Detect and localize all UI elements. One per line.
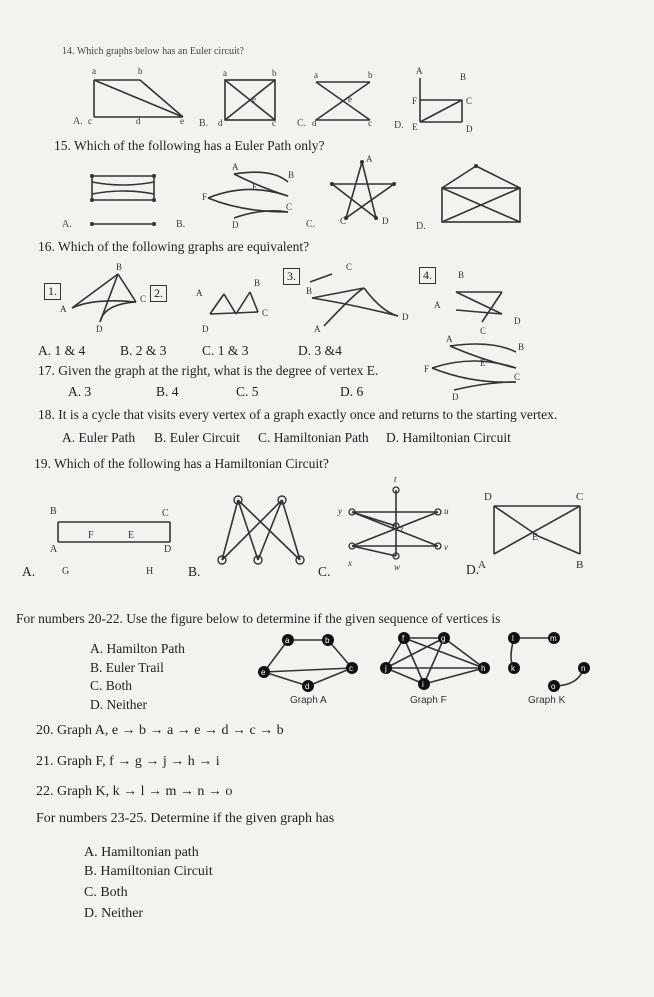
svg-text:A: A: [232, 162, 239, 172]
svg-text:e: e: [261, 668, 266, 677]
graph-a-caption: Graph A: [290, 695, 327, 706]
svg-text:a: a: [92, 66, 96, 76]
svg-text:e: e: [348, 94, 352, 104]
svg-text:B: B: [518, 342, 525, 352]
q14-option-b: B.: [199, 118, 209, 129]
svg-text:B: B: [288, 170, 295, 180]
svg-text:f: f: [402, 634, 405, 643]
svg-text:A: A: [478, 559, 486, 571]
svg-text:C: C: [466, 96, 473, 106]
q16-graph-number-4: 4.: [419, 267, 436, 284]
svg-text:B: B: [50, 506, 57, 517]
q16-choice-d: D. 3 &4: [298, 343, 342, 358]
q15-option-a: A.: [62, 219, 72, 230]
svg-text:D: D: [202, 324, 209, 334]
svg-text:m: m: [550, 634, 557, 643]
svg-text:C: C: [140, 294, 147, 304]
q15-graph-d: [432, 162, 532, 228]
svg-text:C: C: [162, 508, 169, 519]
q14-question: 14. Which graphs below has an Euler circuit?: [62, 46, 244, 57]
svg-text:v: v: [444, 542, 448, 552]
svg-text:A: A: [416, 66, 423, 76]
svg-text:C: C: [286, 202, 293, 212]
svg-text:D: D: [232, 220, 239, 230]
svg-text:x: x: [348, 558, 352, 568]
svg-text:i: i: [422, 680, 424, 689]
q20-22-choice-c: C. Both: [90, 678, 133, 693]
q19-option-c: C.: [318, 564, 331, 579]
svg-text:u: u: [444, 506, 449, 516]
svg-text:D: D: [466, 124, 473, 134]
q23-25-choice-c: C. Both: [84, 885, 128, 900]
svg-text:D: D: [96, 324, 103, 334]
svg-text:D: D: [382, 216, 389, 226]
svg-text:a: a: [285, 636, 290, 645]
q16-graph-number-3: 3.: [283, 268, 300, 285]
q15-graph-a: [84, 168, 164, 230]
svg-text:G: G: [62, 566, 70, 577]
svg-text:H: H: [146, 566, 154, 577]
q17-choice-d: D. 6: [340, 384, 364, 399]
q15-option-b: B.: [176, 219, 186, 230]
svg-text:F: F: [412, 96, 418, 106]
q19-graph-a: [46, 504, 186, 578]
svg-text:c: c: [272, 118, 276, 128]
svg-text:C: C: [480, 326, 487, 336]
svg-text:a: a: [223, 68, 227, 78]
svg-text:F: F: [424, 364, 430, 374]
svg-text:F: F: [88, 530, 94, 541]
svg-text:B: B: [576, 559, 584, 571]
q14-graph-a: [88, 68, 188, 126]
q18-choice-d: D. Hamiltonian Circuit: [386, 430, 511, 445]
graph-k-caption: Graph K: [528, 695, 566, 706]
svg-text:l: l: [512, 634, 514, 643]
q14-option-a: A.: [73, 116, 83, 127]
q15-question: 15. Which of the following has a Euler Path only?: [54, 138, 325, 153]
q23-25-choice-d: D. Neither: [84, 906, 144, 921]
svg-text:b: b: [138, 66, 143, 76]
svg-text:a: a: [314, 70, 318, 80]
q17-choice-b: B. 4: [156, 384, 179, 399]
svg-text:D: D: [484, 491, 492, 503]
q16-choice-a: A. 1 & 4: [38, 343, 86, 358]
svg-text:g: g: [441, 634, 446, 643]
svg-text:A: A: [366, 154, 373, 164]
q15-option-c: C.: [306, 219, 316, 230]
svg-text:D: D: [164, 544, 172, 555]
q23-25-choice-b: B. Hamiltonian Circuit: [84, 864, 213, 879]
svg-text:B: B: [460, 72, 467, 82]
svg-text:k: k: [511, 664, 515, 673]
q19-question: 19. Which of the following has a Hamiltonian Circuit?: [34, 456, 329, 471]
svg-text:B: B: [116, 262, 123, 272]
q19-option-a: A.: [22, 564, 36, 579]
q22-item: 22. Graph K, k → l → m → n → o: [36, 784, 233, 799]
q16-graph-2: [196, 280, 280, 336]
svg-text:d: d: [218, 118, 223, 128]
q18-choice-c: C. Hamiltonian Path: [258, 430, 369, 445]
svg-text:A: A: [434, 300, 441, 310]
svg-text:w: w: [394, 562, 401, 572]
q14-option-d: D.: [394, 120, 404, 131]
svg-text:E: E: [480, 358, 486, 368]
svg-text:C: C: [346, 262, 353, 272]
svg-text:A: A: [314, 324, 321, 334]
svg-text:F: F: [202, 192, 208, 202]
q20-item: 20. Graph A, e → b → a → e → d → c → b: [36, 723, 284, 738]
q16-graph-number-1: 1.: [44, 283, 61, 300]
svg-text:A: A: [50, 544, 58, 555]
svg-text:D: D: [514, 316, 521, 326]
q16-graph-3: [290, 262, 408, 334]
svg-text:C: C: [262, 308, 269, 318]
svg-text:b: b: [368, 70, 373, 80]
svg-text:o: o: [551, 682, 556, 691]
q16-graph-1: [60, 262, 160, 334]
q14-graph-c: [312, 70, 376, 128]
svg-text:b: b: [272, 68, 277, 78]
q16-question: 16. Which of the following graphs are equivalent?: [38, 239, 310, 254]
q15-option-d: D.: [416, 221, 426, 232]
svg-text:C: C: [514, 372, 521, 382]
q16-graph-4: [434, 266, 530, 336]
graph-f-caption: Graph F: [410, 695, 447, 706]
q20-22-instruction: For numbers 20-22. Use the figure below to determine if the given sequence of vertices is: [16, 611, 501, 626]
svg-text:h: h: [481, 664, 486, 673]
q14-graph-d: [412, 66, 473, 134]
svg-text:d: d: [305, 682, 310, 691]
graph-f-figure: [378, 630, 496, 692]
q17-choice-c: C. 5: [236, 384, 259, 399]
q18-choice-a: A. Euler Path: [62, 430, 136, 445]
q16-choice-c: C. 1 & 3: [202, 343, 249, 358]
q18-choice-b: B. Euler Circuit: [154, 430, 240, 445]
svg-text:B: B: [306, 286, 313, 296]
svg-text:D: D: [452, 392, 459, 402]
q19-graph-b: [218, 494, 308, 570]
svg-text:c: c: [88, 116, 92, 126]
q20-22-choice-a: A. Hamilton Path: [90, 641, 185, 656]
q19-graph-c: [334, 474, 460, 572]
q23-25-choice-a: A. Hamiltonian path: [84, 845, 199, 860]
q21-item: 21. Graph F, f → g → j → h → i: [36, 754, 220, 769]
q15-graph-b: [202, 162, 298, 230]
q19-graph-d: [478, 488, 590, 571]
svg-text:B: B: [254, 278, 261, 288]
svg-text:E: E: [252, 182, 258, 192]
q14-option-c: C.: [297, 118, 307, 129]
svg-text:d: d: [136, 116, 141, 126]
svg-text:A: A: [60, 304, 67, 314]
q15-graph-c: [318, 154, 410, 228]
svg-text:A: A: [196, 288, 203, 298]
q18-question: 18. It is a cycle that visits every vertex of a graph exactly once and returns to the starting vertex.: [38, 407, 558, 422]
q19-option-b: B.: [188, 564, 201, 579]
svg-text:C: C: [340, 216, 347, 226]
graph-k-figure: [506, 630, 596, 692]
svg-text:e: e: [180, 116, 184, 126]
svg-text:B: B: [458, 270, 465, 280]
q17-choice-a: A. 3: [68, 384, 92, 399]
svg-text:b: b: [325, 636, 330, 645]
svg-text:c: c: [368, 118, 372, 128]
svg-text:e: e: [252, 94, 256, 104]
svg-text:A: A: [446, 334, 453, 344]
q19-option-d: D.: [466, 562, 480, 577]
svg-text:d: d: [312, 118, 317, 128]
svg-text:n: n: [581, 664, 586, 673]
q17-graph: [424, 334, 532, 402]
svg-text:E: E: [412, 122, 418, 132]
svg-text:C: C: [576, 491, 584, 503]
svg-text:E: E: [532, 532, 539, 543]
svg-text:c: c: [349, 664, 353, 673]
q20-22-choice-d: D. Neither: [90, 697, 147, 712]
graph-a-figure: [252, 630, 362, 692]
svg-text:z: z: [400, 524, 404, 534]
q16-graph-number-2: 2.: [150, 285, 167, 302]
svg-text:t: t: [394, 474, 397, 484]
svg-text:E: E: [128, 530, 135, 541]
q20-22-choice-b: B. Euler Trail: [90, 660, 164, 675]
q17-question: 17. Given the graph at the right, what is the degree of vertex E.: [38, 363, 379, 378]
q16-choice-b: B. 2 & 3: [120, 343, 167, 358]
svg-text:y: y: [338, 506, 342, 516]
svg-text:j: j: [385, 664, 387, 673]
q23-25-instruction: For numbers 23-25. Determine if the given graph has: [36, 811, 335, 826]
q14-graph-b: [218, 68, 282, 128]
svg-text:D: D: [402, 312, 409, 322]
